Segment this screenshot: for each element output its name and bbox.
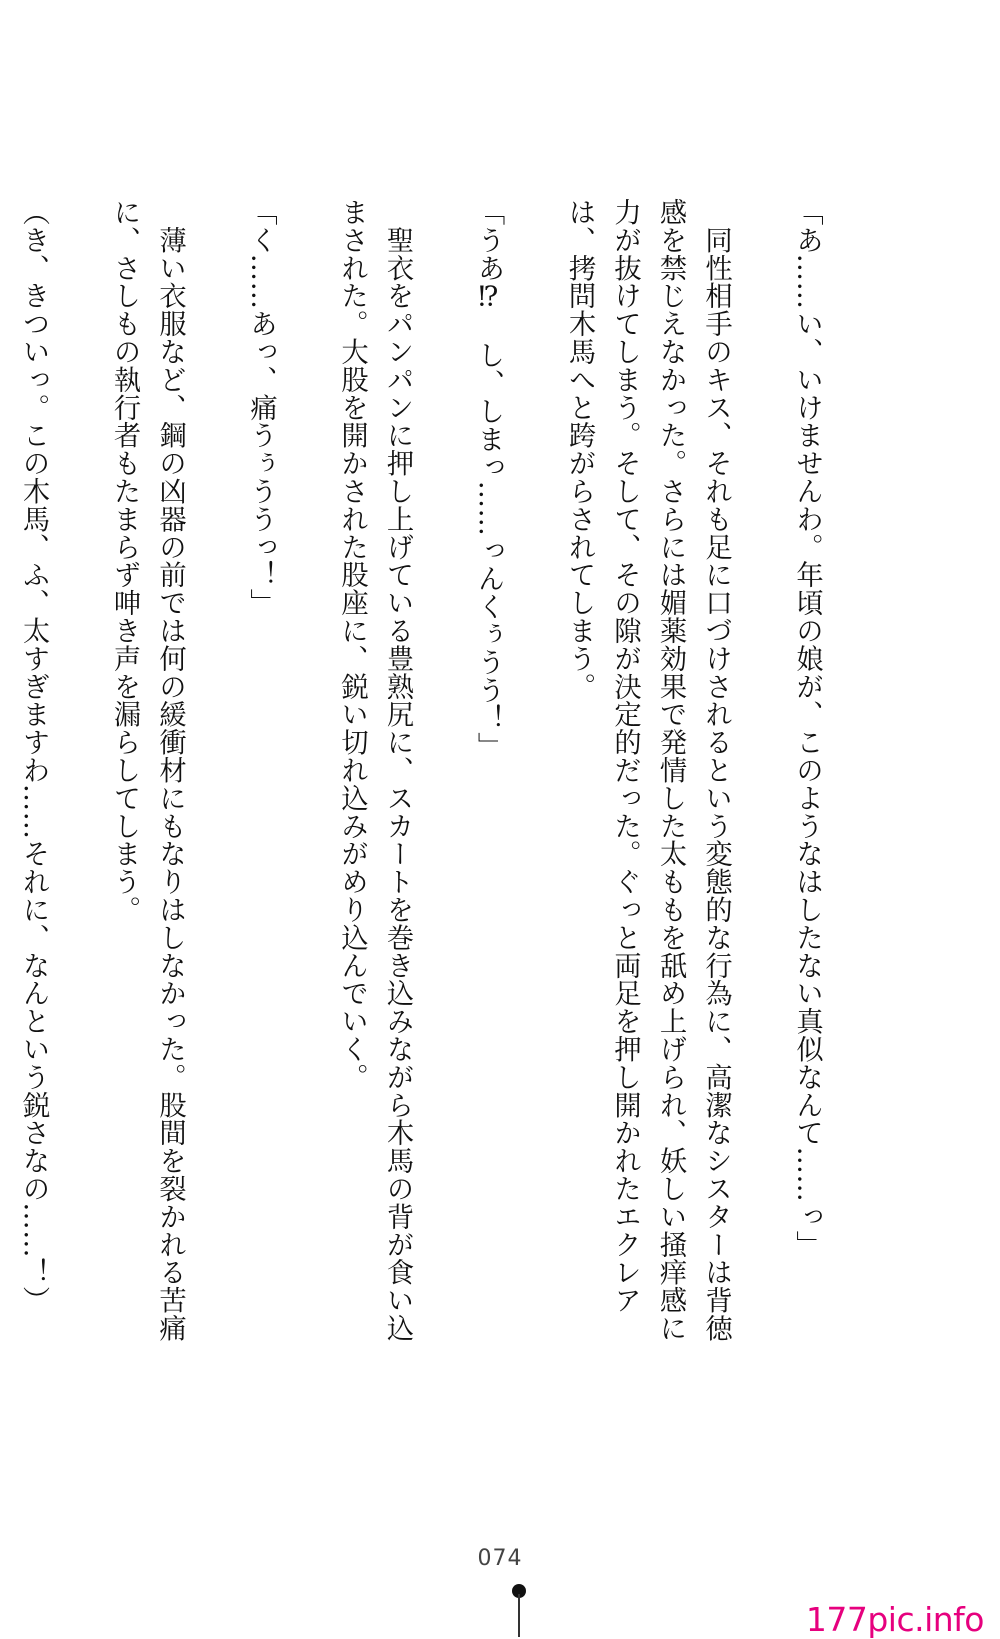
page-number: 074 <box>477 1546 523 1571</box>
vertical-text-body <box>18 198 875 1353</box>
dialogue-line: 「あ……い、いけませんわ。年頃の娘が、このようなはしたない真似なんて……っ」 <box>791 198 823 1259</box>
marker-line <box>518 1594 520 1637</box>
site-watermark: 177pic.info <box>805 1600 984 1639</box>
inner-thought-line: （き、きついっ。この木馬、ふ、太すぎますわ……それに、なんという鋭さなの……！） <box>18 198 49 1314</box>
narration-paragraph: 聖衣をパンパンに押し上げている豊熟尻に、スカートを巻き込みながら木馬の背が食い込まされた。大股を開かされた股座に、鋭い切れ込みがめり込んでいく。 <box>336 198 413 1342</box>
narration-paragraph: 薄い衣服など、鋼の凶器の前では何の緩衝材にもなりはしなかった。股間を裂かれる苦痛に、さしもの執行者もたまらず呻き声を漏らしてしまう。 <box>109 198 186 1342</box>
page-marker-icon <box>518 1584 520 1637</box>
dialogue-line: 「うあ⁉ し、しまっ……っんくぅうう！」 <box>473 198 504 760</box>
dialogue-line: 「く……あっ、痛うぅううっ！」 <box>245 198 277 617</box>
narration-paragraph: 同性相手のキス、それも足に口づけされるという変態的な行為に、高潔なシスターは背徳感を禁じえなかった。さらには媚薬効果で発情した太ももを舐め上げられ、妖しい掻痒感に力が抜けてしまう。そして、その隙が決定的だった。ぐっと両足を押し開かれたエクレアは、拷問木馬へと跨がらされてしまう。 <box>564 198 732 1342</box>
